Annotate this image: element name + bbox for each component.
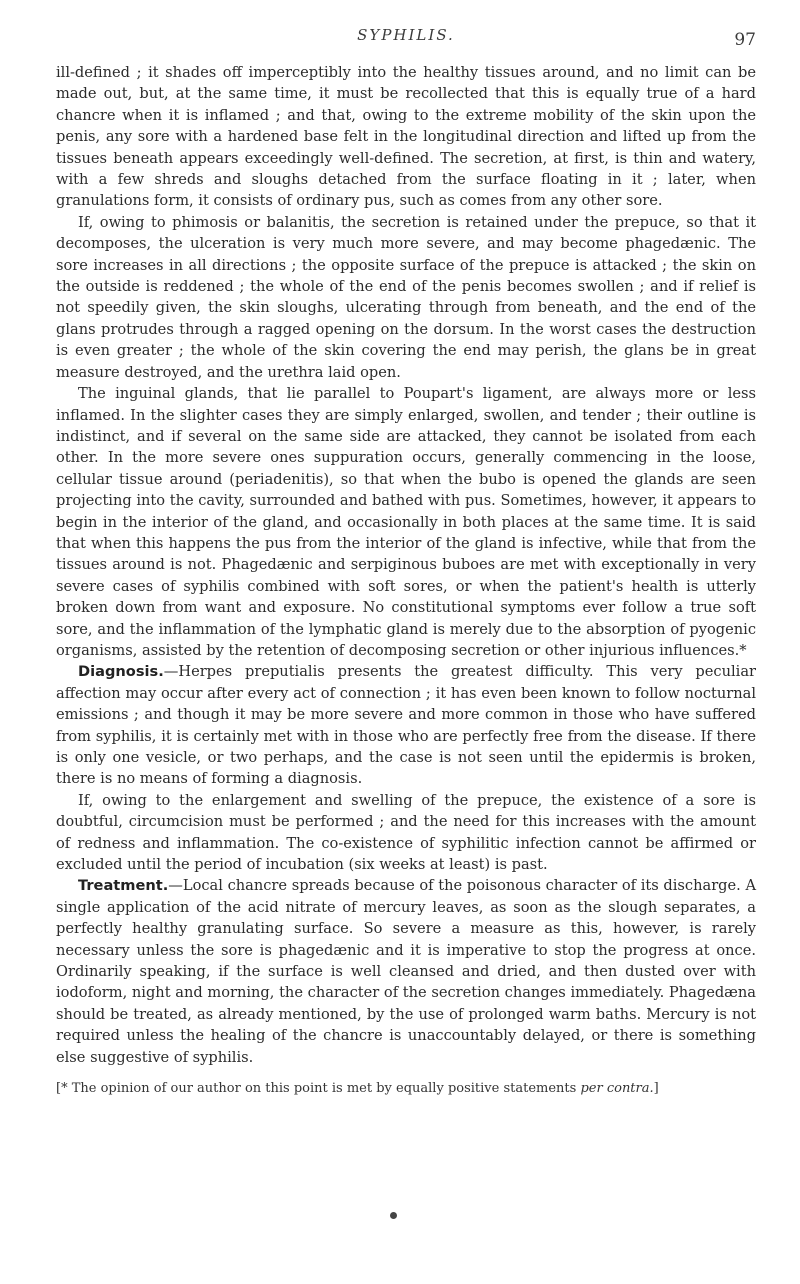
paragraph-circumcision: If, owing to the enlargement and swelling of the prepuce, the existence of a sore is doubtful, circumcision must be performed ; and the need for this increases with the amount of redness and inflammation. The co-existence of syphilitic infection cannot be affirmed or excluded until the period of incubation (six weeks at least) is past.: [56, 791, 756, 874]
footnote-text: [* The opinion of our author on this point is met by equally positive statements: [56, 1081, 581, 1097]
paragraph-diagnosis: [56, 661, 756, 789]
footnote-close: ]: [653, 1081, 659, 1097]
page-number: 97: [734, 30, 756, 50]
paragraph-phagedaenic: If, owing to phimosis or balanitis, the secretion is retained under the prepuce, so that it decomposes, the ulceration is very much more severe, and may become phagedænic. The sore increases in all directions ; the opposite surface of the prepuce is attacked ; the skin on the outside is reddened ; the whole of the end of the penis becomes swollen ; and if relief is not speedily given, the skin sloughs, ulcerating through from beneath, and the end of the glans protrudes through a ragged opening on the dorsum. In the worst cases the destruction is even greater ; the whole of the skin covering the end may perish, the glans be in great measure destroyed, and the urethra laid open.: [56, 213, 756, 381]
body-text: [56, 62, 756, 1068]
footnote: [56, 1080, 756, 1098]
treatment-heading: Treatment.: [78, 877, 169, 895]
diagnosis-heading: Diagnosis.: [78, 663, 164, 681]
stray-ink-dot: [390, 1212, 397, 1219]
footnote-italic: per contra.: [580, 1081, 654, 1097]
diagnosis-text: —Herpes preputialis presents the greatest difficulty. This very peculiar affection may occur after every act of connection ; it has even been known to follow nocturnal emissions ; and though it may be more severe and more common in those who have suffered from syphilis, it is certainly met with in those who are perfectly free from the disease. If there is only one vesicle, or two perhaps, and the case is not seen until the epidermis is broken, there is no means of forming a diagnosis.: [56, 663, 756, 788]
paragraph-inguinal-glands: The inguinal glands, that lie parallel to Poupart's ligament, are always more or less inflamed. In the slighter cases they are simply enlarged, swollen, and tender ; their outline is indistinct, and if several on the same side are attacked, they cannot be isolated from each other. In the more severe ones suppuration occurs, generally commencing in the loose, cellular tissue around (periadenitis), so that when the bubo is opened the glands are seen projecting into the cavity, surrounded and bathed with pus. Sometimes, however, it appears to begin in the interior of the gland, and occasionally in both places at the same time. It is said that when this happens the pus from the interior of the gland is infective, while that from the tissues around is not. Phagedænic and serpiginous buboes are met with exceptionally in very severe cases of syphilis combined with soft sores, or when the patient's health is utterly broken down from want and exposure. No constitutional symptoms ever follow a true soft sore, and the inflammation of the lymphatic gland is merely due to the absorption of pyogenic organisms, assisted by the retention of decomposing secretion or other injurious influences.*: [56, 385, 756, 659]
book-page: [56, 18, 756, 1098]
running-head: [56, 18, 756, 62]
treatment-text: —Local chancre spreads because of the poisonous character of its discharge. A single application of the acid nitrate of mercury leaves, as soon as the slough separates, a perfectly healthy granulating surface. So severe a measure as this, however, is rarely necessary unless the sore is phagedænic and it is imperative to stop the progress at once. Ordinarily speaking, if the surface is well cleansed and dried, and then dusted over with iodoform, night and morning, the character of the secretion changes immediately. Phagedæna should be treated, as already mentioned, by the use of prolonged warm baths. Mercury is not required unless the healing of the chancre is unaccountably delayed, or there is something else suggestive of syphilis.: [56, 877, 756, 1066]
paragraph-chancre-description: ill-defined ; it shades off imperceptibly into the healthy tissues around, and no limit can be made out, but, at the same time, it must be recollected that this is equally true of a hard chancre when it is inflamed ; and that, owing to the extreme mobility of the skin upon the penis, any sore with a hardened base felt in the longitudinal direction and lifted up from the tissues beneath appears exceedingly well-defined. The secretion, at first, is thin and watery, with a few shreds and sloughs detached from the surface floating in it ; later, when granulations form, it consists of ordinary pus, such as comes from any other sore.: [56, 64, 756, 210]
running-title: SYPHILIS.: [357, 26, 455, 44]
paragraph-treatment: [56, 875, 756, 1068]
